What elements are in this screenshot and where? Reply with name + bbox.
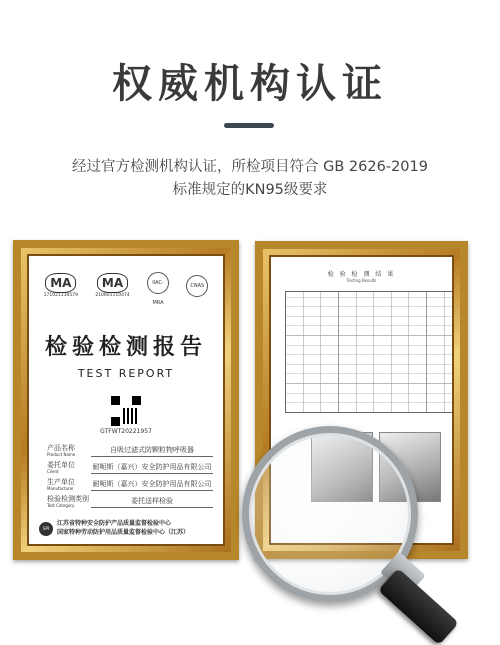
field-test-category: 检验检测类别 Test Category 委托送样检验 — [47, 496, 213, 508]
testing-organization: SPI 江苏省特种安全防护产品质量监督检验中心 国家特种劳动防护用品质量监督检验中心（江苏） — [39, 520, 217, 537]
field-manufacturer: 生产单位 Manufacturer 耐呃斯（嘉兴）安全防护用品有限公司 — [47, 478, 212, 491]
results-table — [285, 291, 454, 413]
ilac-mra-logo: IIAC-MRA — [147, 272, 169, 308]
qr-code-icon — [111, 396, 141, 426]
report-title-en: TEST REPORT — [77, 367, 175, 380]
certificate-frame — [13, 240, 239, 560]
page-title: 权威机构认证 — [112, 61, 388, 107]
field-product-name: 产品名称 Product Name 自吸过滤式防颗粒物呼吸器 — [47, 445, 213, 457]
report-title-cn: 检验检测报告 — [44, 334, 207, 360]
title-divider — [224, 123, 274, 128]
report-fields — [47, 445, 213, 508]
spi-logo: SPI — [39, 522, 53, 536]
field-client: 委托单位 Client 耐呃斯（嘉兴）安全防护用品有限公司 — [47, 461, 212, 474]
description-line-2: 标准规定的KN95级要求 — [172, 182, 328, 198]
cma-logo-2: MA 210601110474 — [95, 272, 129, 308]
report-number: GTFWT20221957 — [100, 428, 152, 435]
description-line-1: 经过官方检测机构认证，所检项目符合 GB 2626-2019 — [72, 159, 428, 175]
cnas-logo: CNAS — [186, 272, 208, 308]
certificate-page — [27, 254, 225, 546]
certification-logos — [29, 256, 223, 308]
results-subtitle: Testing Results — [346, 278, 377, 283]
cma-logo-1: MA 171021110579 — [44, 272, 78, 308]
results-title: 检 验 检 测 结 果 — [327, 271, 396, 278]
